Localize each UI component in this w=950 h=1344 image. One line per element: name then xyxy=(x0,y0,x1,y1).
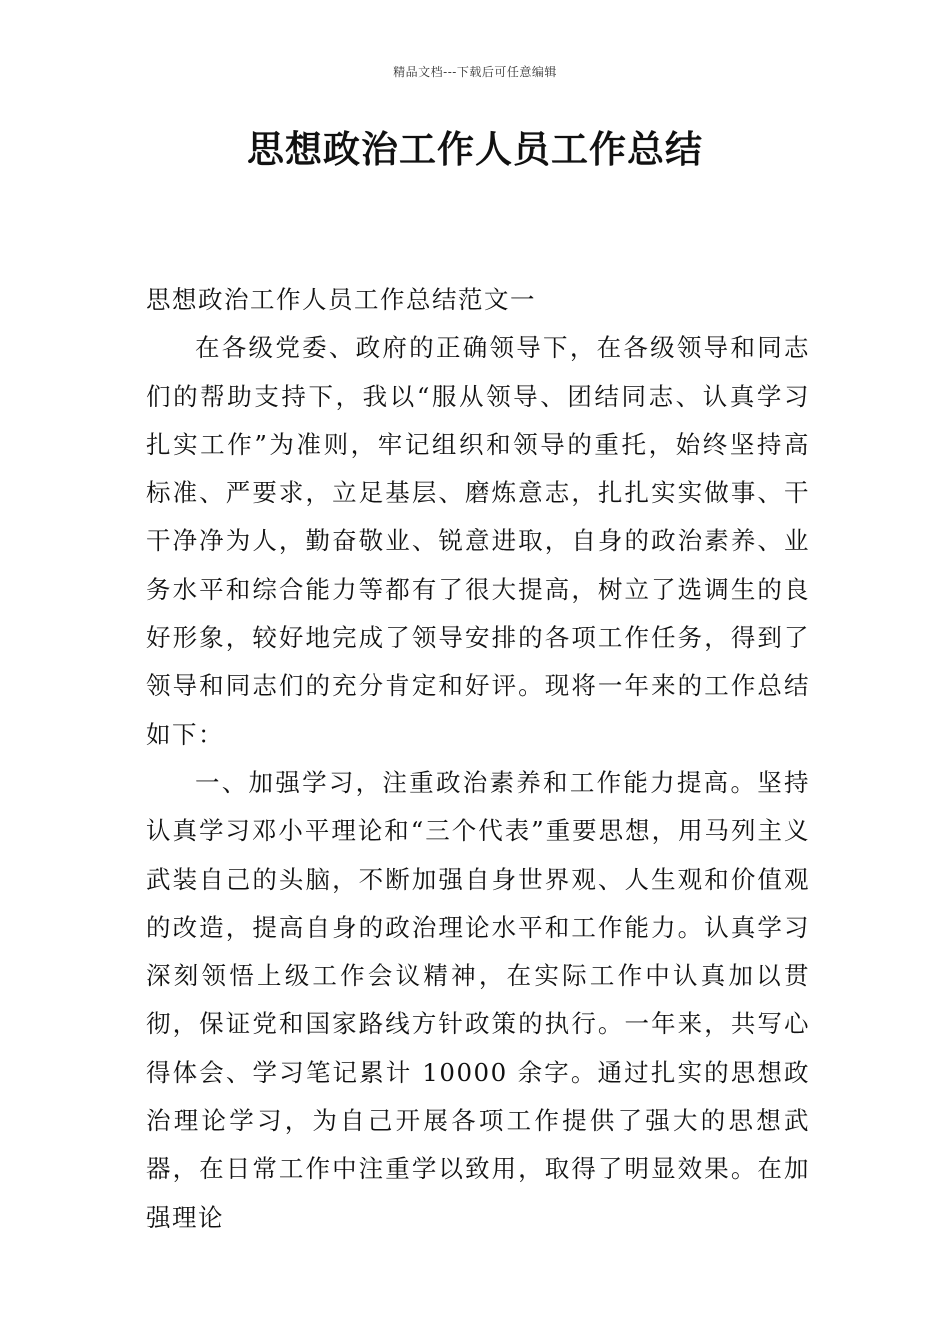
section-heading: 思想政治工作人员工作总结范文一 xyxy=(146,285,536,314)
page-header: 精品文档---下载后可任意编辑 xyxy=(393,65,557,79)
paragraph-intro: 在各级党委、政府的正确领导下，在各级领导和同志们的帮助支持下，我以“服从领导、团结同志、认真学习扎实工作”为准则，牢记组织和领导的重托，始终坚持高标准、严要求，立足基层、磨炼意志，扎扎实实做事、干干净净为人，勤奋敬业、锐意进取，自身的政治素养、业务水平和综合能力等都有了很大提高，树立了选调生的良好形象，较好地完成了领导安排的各项工作任务，得到了领导和同志们的充分肯定和好评。现将一年来的工作总结如下： xyxy=(146,333,810,749)
document-body xyxy=(146,276,810,1242)
document-title: 思想政治工作人员工作总结 xyxy=(247,127,703,171)
paragraph-study: 一、加强学习，注重政治素养和工作能力提高。坚持认真学习邓小平理论和“三个代表”重要思想，用马列主义武装自己的头脑，不断加强自身世界观、人生观和价值观的改造，提高自身的政治理论水平和工作能力。认真学习深刻领悟上级工作会议精神，在实际工作中认真加以贯彻，保证党和国家路线方针政策的执行。一年来，共写心得体会、学习笔记累计 10000 余字。通过扎实的思想政治理论学习，为自己开展各项工作提供了强大的思想武器，在日常工作中注重学以致用，取得了明显效果。在加强理论 xyxy=(146,767,810,1232)
